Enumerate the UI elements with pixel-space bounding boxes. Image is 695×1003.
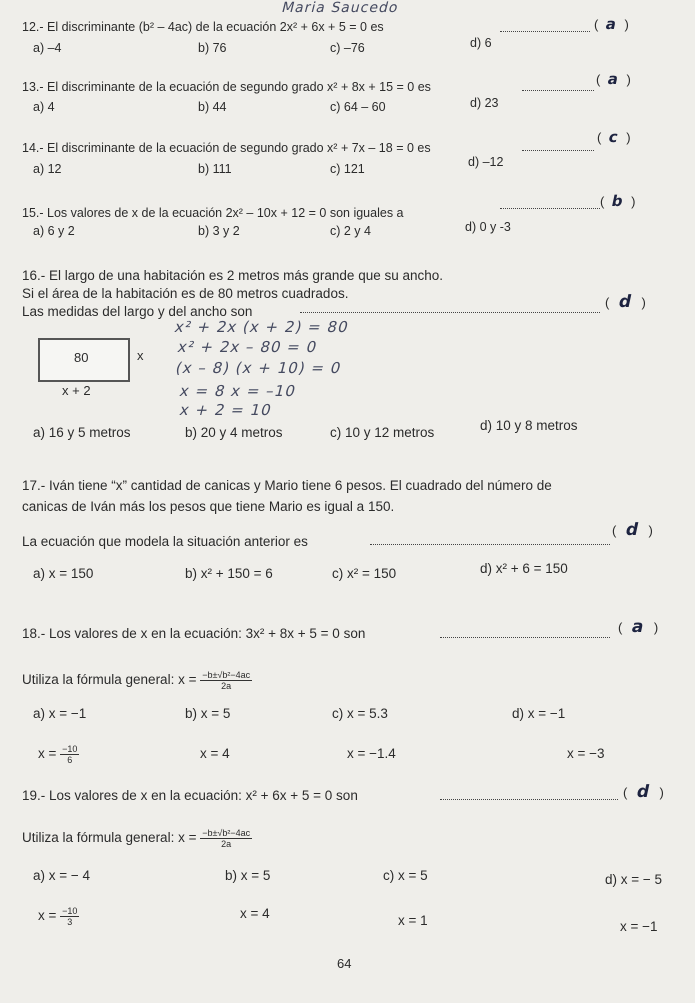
answer-line xyxy=(440,799,618,800)
option-c: c) 121 xyxy=(330,162,365,176)
option-b-second: x = 4 xyxy=(200,746,230,761)
option-c: c) 64 – 60 xyxy=(330,100,386,114)
room-length-label: x + 2 xyxy=(62,383,91,398)
option-b: b) x = 5 xyxy=(185,706,231,721)
option-b: b) x = 5 xyxy=(225,868,271,883)
answer-paren-14: ( c ) xyxy=(597,128,631,146)
answer-line xyxy=(440,637,610,638)
option-c-second: x = −1.4 xyxy=(347,746,396,761)
option-d: d) x = − 5 xyxy=(605,872,663,887)
option-a: a) 16 y 5 metros xyxy=(33,425,131,440)
x-equals: x = xyxy=(38,908,61,924)
page-number: 64 xyxy=(337,956,352,971)
handwritten-work-2: x² + 2x – 80 = 0 xyxy=(175,338,320,356)
question-16-line1: 16.- El largo de una habitación es 2 metros más grande que su ancho. xyxy=(22,268,444,283)
answer-paren-13: ( a ) xyxy=(596,70,631,88)
option-b: b) x² + 150 = 6 xyxy=(185,566,273,581)
question-14-text: 14.- El discriminante de la ecuación de segundo grado x² + 7x – 18 = 0 es xyxy=(22,141,431,155)
question-17-line2: canicas de Iván más los pesos que tiene Mario es igual a 150. xyxy=(22,499,395,514)
question-16-line2: Si el área de la habitación es de 80 metros cuadrados. xyxy=(22,286,349,301)
question-16-line3: Las medidas del largo y del ancho son xyxy=(22,304,253,319)
option-c: c) x = 5 xyxy=(383,868,428,883)
answer-15: b xyxy=(610,192,626,210)
option-d: d) 10 y 8 metros xyxy=(480,418,578,433)
answer-paren-12: ( a ) xyxy=(594,15,629,33)
option-d: d) x = −1 xyxy=(512,706,566,721)
answer-13: a xyxy=(606,70,621,88)
room-area-label: 80 xyxy=(74,350,89,365)
option-a: a) 12 xyxy=(33,162,62,176)
option-c: c) 2 y 4 xyxy=(330,224,371,238)
answer-line xyxy=(370,544,610,545)
option-b: b) 20 y 4 metros xyxy=(185,425,283,440)
option-b: b) 44 xyxy=(198,100,227,114)
formula-hint xyxy=(22,670,252,691)
formula-label: Utiliza la fórmula general: x = xyxy=(22,830,197,846)
answer-line xyxy=(500,208,600,209)
question-17-line1: 17.- Iván tiene “x” cantidad de canicas y Mario tiene 6 pesos. El cuadrado del número de xyxy=(22,478,552,493)
fraction-denominator: 6 xyxy=(67,755,73,765)
option-d-second: x = −3 xyxy=(567,746,605,761)
option-d: d) 23 xyxy=(470,96,499,110)
room-width-label: x xyxy=(137,348,144,363)
answer-paren-19: ( d ) xyxy=(623,782,664,802)
answer-paren-18: ( a ) xyxy=(618,617,659,637)
option-a: a) x = −1 xyxy=(33,706,87,721)
option-d: d) 0 y -3 xyxy=(465,220,511,234)
answer-paren-17: ( d ) xyxy=(612,520,653,540)
option-a-second xyxy=(38,744,79,765)
answer-16: d xyxy=(617,292,634,312)
handwritten-work-5: x + 2 = 10 xyxy=(177,401,274,419)
option-a: a) x = − 4 xyxy=(33,868,91,883)
answer-line xyxy=(500,31,590,32)
option-d: d) x² + 6 = 150 xyxy=(480,561,568,576)
x-equals: x = xyxy=(38,746,61,762)
fraction-numerator: −10 xyxy=(62,744,78,754)
option-c: c) x² = 150 xyxy=(332,566,397,581)
question-17-line3: La ecuación que modela la situación anterior es xyxy=(22,534,308,549)
option-c: c) –76 xyxy=(330,41,365,55)
fraction-denominator: 3 xyxy=(67,917,73,927)
answer-line xyxy=(522,90,594,91)
option-a: a) 4 xyxy=(33,100,55,114)
question-13-text: 13.- El discriminante de la ecuación de segundo grado x² + 8x + 15 = 0 es xyxy=(22,80,431,94)
formula-hint xyxy=(22,828,252,849)
fraction xyxy=(60,744,79,765)
student-name: Maria Saucedo xyxy=(280,0,401,16)
option-a-second xyxy=(38,906,79,927)
answer-line xyxy=(522,150,594,151)
option-b-second: x = 4 xyxy=(240,906,270,921)
option-c-second: x = 1 xyxy=(398,913,428,928)
option-b: b) 111 xyxy=(198,162,232,176)
answer-paren-16: ( d ) xyxy=(605,292,646,312)
option-d-second: x = −1 xyxy=(620,919,658,934)
answer-paren-15: ( b ) xyxy=(600,192,636,210)
fraction xyxy=(60,906,79,927)
answer-19: d xyxy=(635,782,652,802)
option-a: a) –4 xyxy=(33,41,62,55)
option-b: b) 76 xyxy=(198,41,227,55)
fraction-numerator: −10 xyxy=(62,906,78,916)
handwritten-work-3: (x – 8) (x + 10) = 0 xyxy=(173,359,344,377)
answer-18: a xyxy=(630,617,646,637)
handwritten-work-1: x² + 2x (x + 2) = 80 xyxy=(172,318,351,336)
answer-17: d xyxy=(624,520,641,540)
answer-14: c xyxy=(607,128,621,146)
formula-denominator: 2a xyxy=(221,839,232,849)
option-d: d) 6 xyxy=(470,36,492,50)
option-c: c) 10 y 12 metros xyxy=(330,425,435,440)
option-a: a) x = 150 xyxy=(33,566,94,581)
option-b: b) 3 y 2 xyxy=(198,224,240,238)
option-d: d) –12 xyxy=(468,155,504,169)
formula-numerator: −b±√b²−4ac xyxy=(202,670,251,680)
option-a: a) 6 y 2 xyxy=(33,224,75,238)
formula-denominator: 2a xyxy=(221,681,232,691)
question-18-text: 18.- Los valores de x en la ecuación: 3x² + 8x + 5 = 0 son xyxy=(22,626,366,641)
answer-line xyxy=(300,312,600,313)
option-c: c) x = 5.3 xyxy=(332,706,388,721)
formula-label: Utiliza la fórmula general: x = xyxy=(22,672,197,688)
answer-12: a xyxy=(604,15,619,33)
quadratic-formula xyxy=(200,828,252,849)
handwritten-work-4: x = 8 x = –10 xyxy=(177,382,299,400)
question-12-text: 12.- El discriminante (b² – 4ac) de la ecuación 2x² + 6x + 5 = 0 es xyxy=(22,20,384,34)
formula-numerator: −b±√b²−4ac xyxy=(202,828,251,838)
question-15-text: 15.- Los valores de x de la ecuación 2x² – 10x + 12 = 0 son iguales a xyxy=(22,206,404,220)
quadratic-formula xyxy=(200,670,252,691)
room-diagram xyxy=(38,338,130,382)
question-19-text: 19.- Los valores de x en la ecuación: x² + 6x + 5 = 0 son xyxy=(22,788,358,803)
